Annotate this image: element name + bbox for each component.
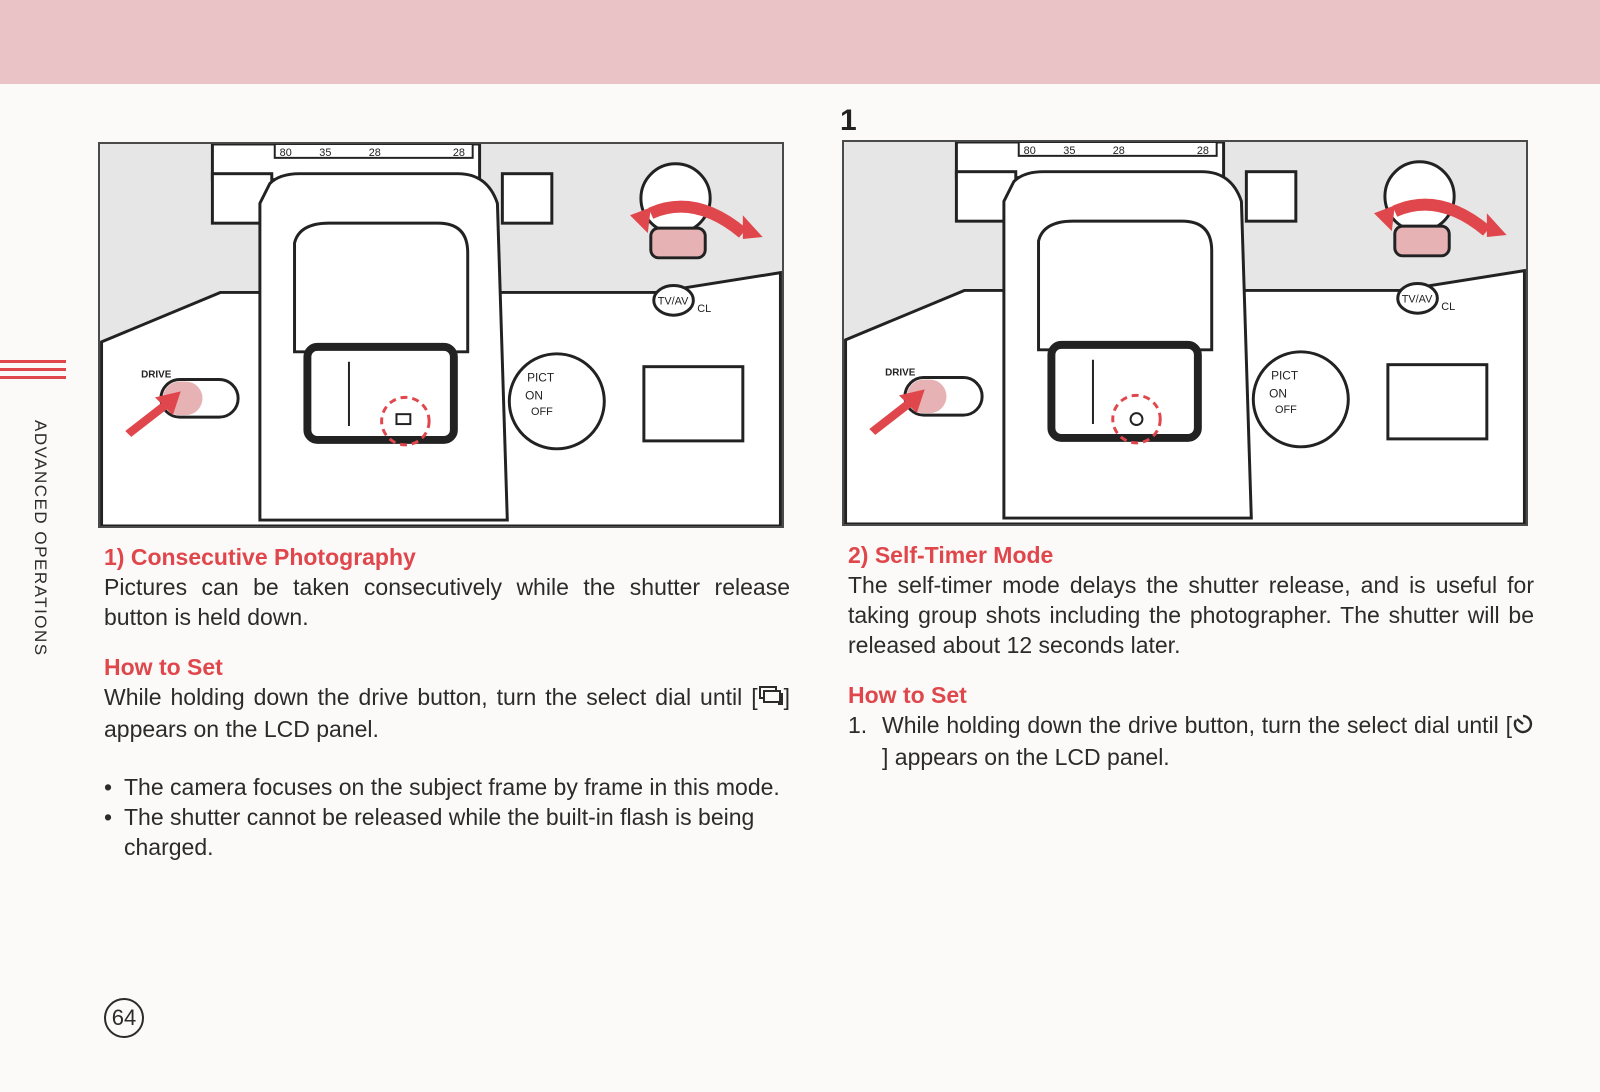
how-text-after: ] appears on the LCD panel. [104,684,790,742]
section-tab-label: ADVANCED OPERATIONS [31,420,50,657]
pict-label: PICT [1271,368,1299,383]
on-label: ON [525,388,543,403]
self-timer-icon [1512,712,1534,742]
section-body: The self-timer mode delays the shutter release, and is useful for taking group shots including the photographer. The shutter will be released about 12 seconds later. [848,572,1534,658]
consecutive-shooting-icon [758,684,784,714]
camera-top-view-drawing [844,142,1526,524]
step-item [848,710,1534,772]
cl-label: CL [697,303,712,316]
step-text [882,710,1534,772]
list-item [104,772,790,802]
on-label: ON [1269,386,1287,401]
camera-illustration-consecutive [98,142,784,528]
scale-80-label: 80 [279,146,292,159]
page-number: 64 [104,998,144,1038]
scale-35-label: 35 [319,146,332,159]
tv-av-label: TV/AV [1401,293,1433,306]
how-to-set-heading: How to Set [104,654,223,680]
scale-35-label: 35 [1063,144,1076,157]
section-body: Pictures can be taken consecutively while the shutter release button is held down. [104,574,790,630]
section-self-timer [848,540,1534,772]
drive-label: DRIVE [885,367,916,379]
section-consecutive [104,542,790,862]
camera-top-view-drawing [100,144,782,526]
bullet-icon: • [104,773,113,800]
header-band [0,0,1600,84]
scale-28b-label: 28 [1196,144,1209,157]
pict-label: PICT [527,370,555,385]
how-text-before: While holding down the drive button, turn the select dial until [ [104,684,758,710]
tv-av-label: TV/AV [657,295,689,308]
cl-label: CL [1441,301,1456,314]
off-label: OFF [1275,404,1297,417]
figure-number: 1 [840,104,857,137]
how-to-set-text [104,682,790,744]
how-to-set-heading: How to Set [848,682,967,708]
list-item-text: The camera focuses on the subject frame by frame in this mode. [124,773,780,800]
section-heading: 2) Self-Timer Mode [848,542,1054,568]
section-heading: 1) Consecutive Photography [104,544,416,570]
camera-illustration-self-timer [842,140,1528,526]
scale-28-label: 28 [1112,144,1125,157]
drive-label: DRIVE [141,369,172,381]
step-text-before: While holding down the drive button, turn the select dial until [ [882,712,1512,738]
bullet-icon: • [104,803,113,830]
step-number: 1. [848,712,868,738]
scale-28b-label: 28 [452,146,465,159]
list-item-text: The shutter cannot be released while the built-in flash is being charged. [124,803,755,860]
scale-80-label: 80 [1023,144,1036,157]
off-label: OFF [531,406,553,419]
section-marker [0,360,66,384]
notes-list [104,772,790,862]
list-item [104,802,790,862]
scale-28-label: 28 [368,146,381,159]
step-text-after: ] appears on the LCD panel. [882,743,1170,770]
